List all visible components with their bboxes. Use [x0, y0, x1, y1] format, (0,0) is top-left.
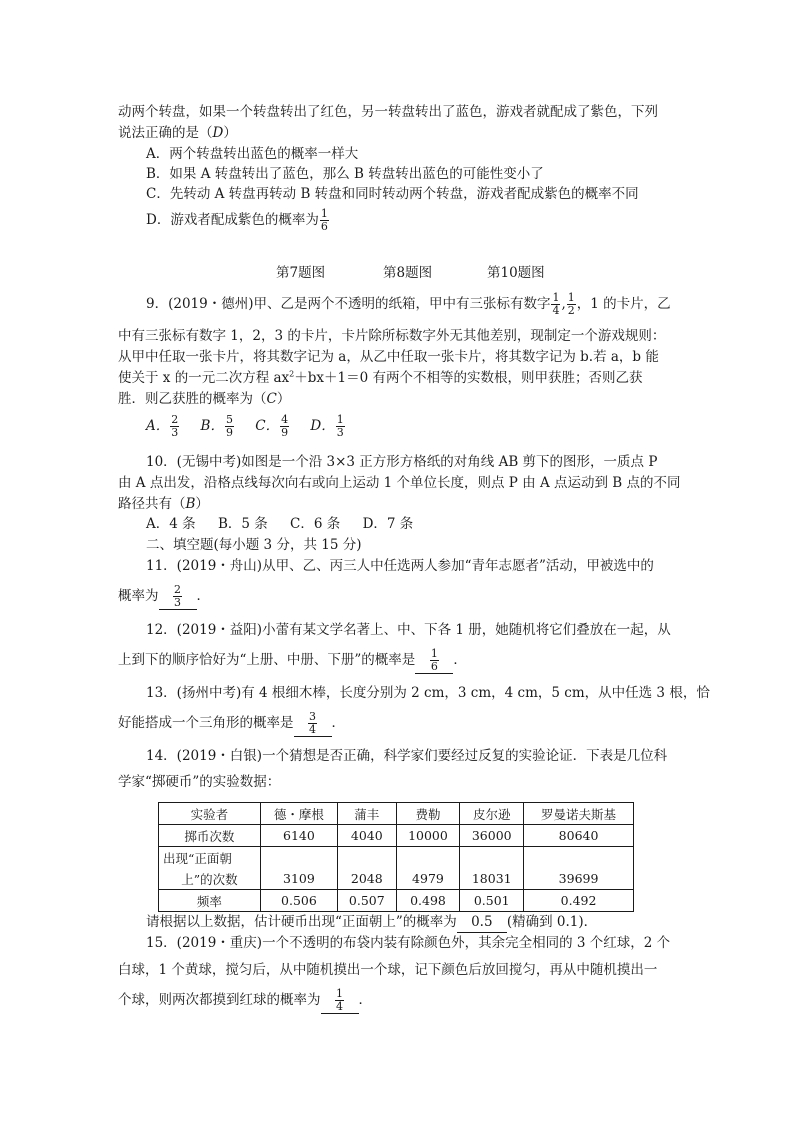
table-cell: 0.501: [460, 890, 524, 912]
q15-line-2: 白球，1 个黄球，搅匀后，从中随机摸出一个球，记下颜色后放回搅匀，再从中随机摸出一: [118, 962, 658, 978]
option-fraction: [170, 414, 179, 439]
q14-answer-blank: 0.5: [457, 912, 507, 933]
q9-equation-rest: ＋bx＋1＝0 有两个不相等的实数根，则甲获胜；否则乙获: [294, 370, 643, 386]
coin-toss-table: [158, 802, 634, 912]
q15-line-3: [118, 988, 372, 1014]
fraction-numerator: 1: [336, 413, 344, 426]
table-row: [159, 825, 634, 847]
table-cell: 80640: [524, 825, 634, 847]
table-cell: 18031: [460, 868, 524, 890]
option-label: C．: [255, 418, 280, 434]
table-cell: 0.492: [524, 890, 634, 912]
table-cell: 3109: [260, 868, 337, 890]
table-header-row: [159, 803, 634, 825]
q10-option-a: A．4 条: [146, 516, 196, 532]
fraction-denominator: 4: [309, 723, 316, 736]
q14-prefix: 请根据以上数据，估计硬币出现“正面朝上”的概率为: [146, 914, 457, 930]
option-label: B．: [200, 418, 224, 434]
q11-period: ．: [196, 588, 210, 604]
header-cell: 皮尔逊: [460, 803, 524, 825]
q9-line-1: [146, 292, 671, 317]
table-cell: 6140: [260, 825, 337, 847]
q13-line-1: 13．(扬州中考)有 4 根细木棒，长度分别为 2 cm，3 cm，4 cm，5 cm，从中任选 3 根，恰: [146, 685, 710, 701]
q8-option-d-fraction: [320, 208, 329, 233]
q10-option-b: B．5 条: [217, 516, 268, 532]
table-cell: 39699: [524, 868, 634, 890]
section-heading-fill-in: 二、填空题(每小题 3 分，共 15 分): [146, 537, 362, 553]
q9-answer: C: [266, 391, 277, 407]
fraction-numerator: 1: [552, 291, 560, 304]
row-label: 频率: [159, 890, 261, 912]
q8-answer: D: [212, 125, 224, 141]
fraction-numerator: 1: [320, 207, 328, 220]
q9-comma: ,: [561, 296, 566, 312]
fraction-numerator: 1: [336, 987, 343, 1000]
table-cell: 36000: [460, 825, 524, 847]
q11-line-1: 11．(2019・舟山)从甲、乙、丙三人中任选两人参加“青年志愿者”活动，甲被选中的: [146, 558, 654, 574]
q9-stem-start: 9．(2019・德州)甲、乙是两个不透明的纸箱，甲中有三张标有数字: [146, 296, 551, 312]
fraction-numerator: 3: [309, 710, 316, 723]
q14-line-3: [146, 912, 597, 933]
q11-line-2: [118, 584, 210, 610]
figure-label-10: 第10题图: [487, 265, 545, 281]
table-cell: [524, 847, 634, 869]
q11-answer-fraction: [173, 584, 182, 609]
table-cell: 0.506: [260, 890, 337, 912]
fraction-denominator: 6: [320, 220, 328, 233]
table-cell: [338, 847, 397, 869]
q8-option-a: A．两个转盘转出蓝色的概率一样大: [146, 146, 359, 162]
table-cell: [396, 847, 460, 869]
q12-line-1: 12．(2019・益阳)小蕾有某文学名著上、中、下各 1 册，她随机将它们叠放在一起，从: [146, 622, 671, 638]
fraction-numerator: 2: [174, 583, 181, 596]
q10-option-d: D．7 条: [362, 516, 414, 532]
q15-answer-fraction: [335, 988, 344, 1013]
q10-line-2: 由 A 点出发，沿格点线每次向右或向上运动 1 个单位长度，则点 P 由 A 点运动到 B 点的不同: [118, 475, 681, 491]
q10-line-1: 10．(无锡中考)如图是一个沿 3×3 正方形方格纸的对角线 AB 剪下的图形，一质点 P: [146, 454, 658, 470]
q8-paren-close: ）: [223, 125, 237, 141]
q13-answer-fraction: [308, 711, 317, 736]
q12-prefix: 上到下的顺序恰好为“上册、中册、下册”的概率是: [118, 652, 416, 668]
q14-line-2: 学家“掷硬币”的实验数据：: [118, 774, 281, 790]
table-cell: 10000: [396, 825, 460, 847]
q14-line-1: 14．(2019・白银)一个猜想是否正确，科学家们要经过反复的实验论证．下表是几位科: [146, 748, 668, 764]
header-cell: 实验者: [159, 803, 261, 825]
q8-option-d: [146, 208, 330, 233]
q15-answer-blank: [321, 988, 359, 1014]
header-cell: 罗曼诺夫斯基: [524, 803, 634, 825]
q9-question: 胜．则乙获胜的概率为（: [118, 391, 267, 407]
q8-option-b: B．如果 A 转盘转出了蓝色，那么 B 转盘转出蓝色的可能性变小了: [146, 166, 544, 182]
q8-stem-end: 说法正确的是（: [118, 125, 213, 141]
q10-question: 路径共有（: [118, 496, 186, 512]
q13-answer-blank: [294, 711, 332, 737]
q12-answer-blank: [415, 648, 453, 674]
q8-option-c: C．先转动 A 转盘再转动 B 转盘和同时转动两个转盘，游戏者配成紫色的概率不同: [146, 186, 639, 202]
figure-label-8: 第8题图: [383, 265, 433, 281]
q9-option-d: [310, 413, 345, 439]
q15-prefix: 个球，则两次都摸到红球的概率为: [118, 992, 321, 1008]
option-fraction: [336, 414, 345, 439]
q15-line-1: 15．(2019・重庆)一个不透明的布袋内装有除颜色外，其余完全相同的 3 个红球，2 个: [146, 935, 671, 951]
fraction-denominator: 3: [171, 426, 179, 439]
figure-label-7: 第7题图: [276, 265, 326, 281]
q11-answer-blank: [159, 584, 197, 610]
fraction-numerator: 2: [171, 413, 179, 426]
q9-line-2: 中有三张标有数字 1，2，3 的卡片，卡片除所标数字外无其他差别，现制定一个游戏规则：: [118, 328, 666, 344]
q9-line-5: [118, 389, 290, 409]
q11-prefix: 概率为: [118, 588, 159, 604]
table-cell: 2048: [338, 868, 397, 890]
q9-exponent: 2: [289, 369, 295, 379]
fraction-numerator: 1: [567, 291, 575, 304]
q9-options: [146, 414, 346, 439]
row-label: 出现“正面朝: [159, 847, 261, 869]
q9-option-a: [146, 413, 180, 439]
q10-options: [146, 514, 413, 534]
fraction-denominator: 2: [567, 304, 575, 317]
q12-period: ．: [453, 652, 467, 668]
row-label: 上”的次数: [159, 868, 261, 890]
q14-suffix: (精确到 0.1)．: [506, 914, 598, 930]
fraction-numerator: 5: [225, 413, 233, 426]
table-cell: [260, 847, 337, 869]
q9-paren-close: ）: [276, 391, 291, 407]
fraction-numerator: 1: [430, 647, 438, 660]
fraction-denominator: 9: [225, 426, 233, 439]
q9-equation-start: 使关于 x 的一元二次方程 ax: [118, 370, 290, 386]
q9-option-b: [200, 413, 235, 439]
q8-line-1: 动两个转盘，如果一个转盘转出了红色，另一转盘转出了蓝色，游戏者就配成了紫色，下列: [118, 104, 658, 120]
q9-fraction-quarter: [551, 292, 560, 317]
q9-line-3: 从甲中任取一张卡片，将其数字记为 a，从乙中任取一张卡片，将其数字记为 b.若 a，b 能: [118, 349, 659, 365]
q9-option-c: [255, 413, 290, 439]
fraction-denominator: 4: [336, 1000, 343, 1013]
q8-option-d-text: D．游戏者配成紫色的概率为: [146, 212, 319, 228]
q12-answer-fraction: [430, 648, 439, 673]
q15-period: ．: [358, 992, 372, 1008]
fraction-denominator: 3: [174, 596, 181, 609]
table-row: [159, 847, 634, 869]
q13-line-2: [118, 711, 345, 737]
q10-paren-close: ）: [195, 496, 209, 512]
q9-line-4: [118, 368, 642, 388]
option-label: D．: [310, 418, 335, 434]
table-row: [159, 890, 634, 912]
q10-line-3: [118, 494, 209, 514]
header-cell: 德・摩根: [260, 803, 337, 825]
q10-option-c: C．6 条: [290, 516, 341, 532]
q9-stem-rest: ，1 的卡片，乙: [576, 296, 671, 312]
table-cell: 0.507: [338, 890, 397, 912]
table-cell: [460, 847, 524, 869]
q8-line-2: [118, 123, 237, 143]
header-cell: 蒲丰: [338, 803, 397, 825]
row-label: 掷币次数: [159, 825, 261, 847]
q9-fraction-half: [567, 292, 576, 317]
fraction-denominator: 6: [430, 660, 438, 673]
table-cell: 0.498: [396, 890, 460, 912]
q13-prefix: 好能搭成一个三角形的概率是: [118, 715, 294, 731]
fraction-denominator: 9: [281, 426, 289, 439]
header-cell: 费勒: [396, 803, 460, 825]
fraction-denominator: 4: [552, 304, 560, 317]
q10-answer: B: [185, 496, 196, 512]
fraction-numerator: 4: [281, 413, 289, 426]
table-cell: 4979: [396, 868, 460, 890]
option-fraction: [280, 414, 289, 439]
option-fraction: [225, 414, 234, 439]
fraction-denominator: 3: [336, 426, 344, 439]
table-row: [159, 868, 634, 890]
table-cell: 4040: [338, 825, 397, 847]
q12-line-2: [118, 648, 467, 674]
q13-period: ．: [331, 715, 345, 731]
option-label: A．: [146, 418, 170, 434]
